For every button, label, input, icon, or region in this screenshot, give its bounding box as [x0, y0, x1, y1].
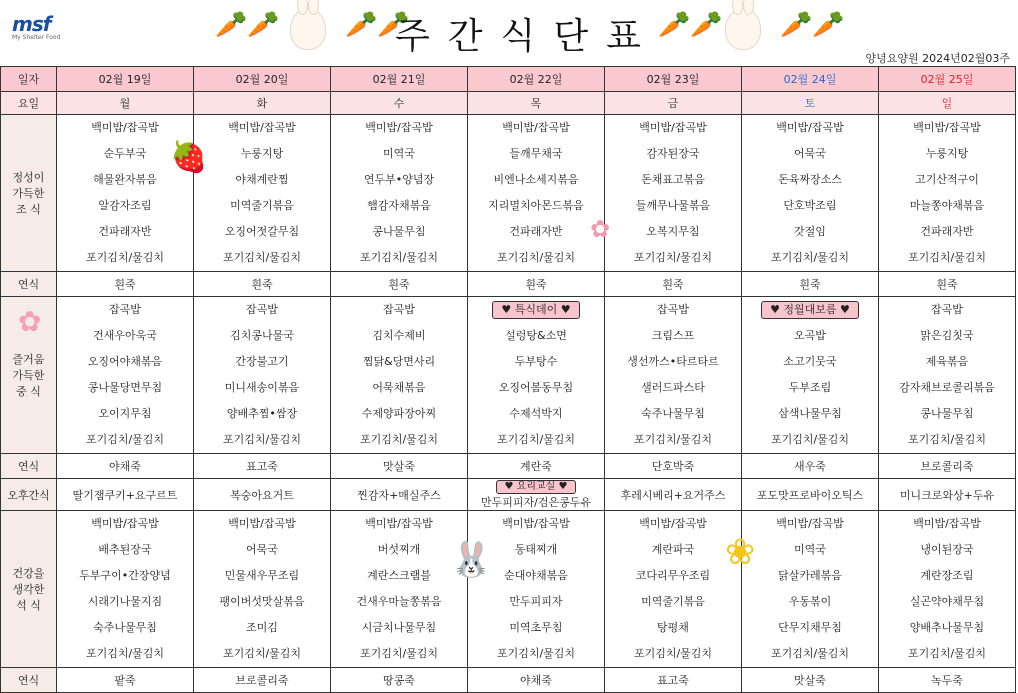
afternoon-snack-text: 만두피피자/검은콩두유 [481, 496, 591, 509]
afternoon-snack-cell [194, 479, 331, 511]
menu-item: 두부탕수 [514, 355, 558, 368]
carrot-icon: 🥕🥕 [215, 10, 280, 40]
menu-item: 실곤약야채무침 [909, 595, 985, 608]
date-cell: 02월 19일 [57, 67, 194, 92]
breakfast-porridge-cell [331, 272, 468, 297]
menu-item: 콩나물무침 [920, 407, 974, 420]
weekday-cell: 금 [605, 92, 742, 115]
menu-item: 포기김치/물김치 [770, 251, 850, 264]
menu-item: 순대야채볶음 [504, 569, 568, 582]
dinner-porridge-cell [57, 668, 194, 693]
menu-item: 계란파국 [651, 543, 695, 556]
menu-item: 오곡밥 [794, 329, 826, 342]
menu-item: 양배추찜•쌈장 [226, 407, 298, 420]
dinner-porridge-cell [468, 668, 605, 693]
page-header [0, 0, 1018, 68]
menu-item: 오징어야채볶음 [87, 355, 163, 368]
menu-item: 미역국 [794, 543, 826, 556]
menu-item: 탕평채 [657, 621, 689, 634]
menu-item: 포기김치/물김치 [496, 251, 576, 264]
breakfast-menu-cell [468, 115, 605, 272]
menu-item: 포기김치/물김치 [633, 647, 713, 660]
menu-item: 오징어젓갈무침 [224, 225, 300, 238]
lunch-menu-cell [194, 297, 331, 454]
carrot-icon: 🥕🥕 [658, 10, 723, 40]
menu-item: 돈채표고볶음 [641, 173, 705, 186]
date-cell: 02월 21일 [331, 67, 468, 92]
dinner-porridge-cell [879, 668, 1016, 693]
afternoon-snack-cell [605, 479, 742, 511]
menu-item: 포기김치/물김치 [496, 433, 576, 446]
menu-item: 백미밥/잡곡밥 [365, 121, 433, 134]
menu-item: 간장불고기 [235, 355, 289, 368]
lunch-porridge-text: 단호박죽 [651, 460, 695, 473]
menu-item: 미역국 [383, 147, 415, 160]
date-label: 일자 [1, 67, 57, 92]
breakfast-menu-cell [879, 115, 1016, 272]
menu-item: 잡곡밥 [109, 303, 141, 316]
menu-item: 포기김치/물김치 [907, 251, 987, 264]
menu-item: 잡곡밥 [383, 303, 415, 316]
menu-item [742, 297, 878, 323]
menu-item: 알감자조림 [98, 199, 152, 212]
lunch-porridge-cell [331, 454, 468, 479]
date-cell: 02월 23일 [605, 67, 742, 92]
menu-item: 소고기뭇국 [783, 355, 837, 368]
afternoon-snack-text: 복숭아요거트 [230, 488, 294, 502]
special-event-badge: ♥ 특식데이 ♥ [492, 301, 579, 319]
menu-item: 버섯찌개 [377, 543, 421, 556]
menu-item: 지리멸치아몬드볶음 [488, 199, 584, 212]
bunny-icon: 🐰 [450, 540, 493, 580]
strawberry-icon: 🍓 [170, 140, 208, 175]
menu-item: 포기김치/물김치 [85, 433, 165, 446]
lunch-porridge-label: 연식 [1, 454, 57, 479]
weekday-cell: 일 [879, 92, 1016, 115]
menu-item [468, 297, 604, 323]
menu-item: 숙주나물무침 [93, 621, 157, 634]
logo-mark: msf [12, 12, 51, 36]
lunch-porridge-text: 야채죽 [109, 460, 141, 473]
menu-item: 포기김치/물김치 [633, 251, 713, 264]
carrot-icon: 🥕🥕 [780, 10, 845, 40]
lunch-porridge-text: 새우죽 [794, 460, 826, 473]
dinner-menu-cell [468, 511, 605, 668]
lunch-menu-cell [468, 297, 605, 454]
menu-item: 동태찌개 [514, 543, 558, 556]
breakfast-label: 정성이 가득한 조 식 [1, 115, 57, 272]
lunch-porridge-text: 브로콜리죽 [920, 460, 974, 473]
dinner-porridge-text: 야채죽 [520, 674, 552, 687]
lunch-label: 즐거움 가득한 중 식 [1, 297, 57, 454]
menu-item: 단무지채무침 [778, 621, 842, 634]
menu-item: 고기산적구이 [915, 173, 979, 186]
menu-item: 백미밥/잡곡밥 [502, 121, 570, 134]
breakfast-porridge-cell [879, 272, 1016, 297]
afternoon-snack-text: 미니크로와상+두유 [899, 488, 995, 502]
lunch-porridge-cell [605, 454, 742, 479]
menu-item: 두부구이•간장양념 [79, 569, 171, 582]
menu-item: 김치콩나물국 [230, 329, 294, 342]
dinner-porridge-text: 녹두죽 [931, 674, 963, 687]
menu-item: 포기김치/물김치 [907, 647, 987, 660]
menu-item: 미역초무침 [509, 621, 563, 634]
menu-item: 샐러드파스타 [641, 381, 705, 394]
menu-item: 백미밥/잡곡밥 [365, 517, 433, 530]
menu-item: 오징어봄동무침 [498, 381, 574, 394]
menu-item: 백미밥/잡곡밥 [776, 517, 844, 530]
breakfast-porridge-text: 흰죽 [388, 278, 410, 291]
cooking-class-badge: ♥ 요리교실 ♥ [496, 480, 577, 494]
menu-item: 코다리무우조림 [635, 569, 711, 582]
menu-item: 오복지무침 [646, 225, 700, 238]
afternoon-snack-cell [742, 479, 879, 511]
menu-item: 어묵국 [246, 543, 278, 556]
dinner-menu-cell [57, 511, 194, 668]
breakfast-porridge-cell [605, 272, 742, 297]
menu-item: 잡곡밥 [657, 303, 689, 316]
menu-item: 건새우아욱국 [93, 329, 157, 342]
menu-item: 만두피피자 [509, 595, 563, 608]
menu-item: 조미김 [246, 621, 278, 634]
afternoon-snack-label: 오후간식 [1, 479, 57, 511]
flower-icon: ✿ [18, 305, 42, 338]
menu-item: 백미밥/잡곡밥 [639, 517, 707, 530]
menu-item: 시래기나물지짐 [87, 595, 163, 608]
afternoon-snack-cell [468, 479, 605, 511]
menu-item: 포기김치/물김치 [222, 647, 302, 660]
menu-item: 오이지무침 [98, 407, 152, 420]
menu-item: 팽이버섯맛살볶음 [219, 595, 305, 608]
date-cell: 02월 25일 [879, 67, 1016, 92]
weekday-label: 요일 [1, 92, 57, 115]
menu-item: 숙주나물무침 [641, 407, 705, 420]
menu-item: 건파래자반 [509, 225, 563, 238]
menu-item: 순두부국 [103, 147, 147, 160]
menu-item: 포기김치/물김치 [770, 433, 850, 446]
menu-item: 들깨무나물볶음 [635, 199, 711, 212]
breakfast-porridge-text: 흰죽 [251, 278, 273, 291]
menu-item: 연두부•양념장 [363, 173, 435, 186]
dinner-menu-cell [194, 511, 331, 668]
breakfast-menu-cell [742, 115, 879, 272]
dinner-porridge-text: 표고죽 [657, 674, 689, 687]
menu-item: 누룽지탕 [925, 147, 969, 160]
dinner-porridge-cell [605, 668, 742, 693]
menu-item: 생선까스•타르타르 [627, 355, 719, 368]
breakfast-menu-cell [194, 115, 331, 272]
menu-item: 계란장조림 [920, 569, 974, 582]
menu-item: 포기김치/물김치 [770, 647, 850, 660]
breakfast-porridge-text: 흰죽 [662, 278, 684, 291]
menu-item: 건새우마늘쫑볶음 [356, 595, 442, 608]
menu-item: 미역줄기볶음 [230, 199, 294, 212]
menu-item: 백미밥/잡곡밥 [913, 517, 981, 530]
lunch-porridge-cell [879, 454, 1016, 479]
menu-item: 백미밥/잡곡밥 [913, 121, 981, 134]
dinner-porridge-text: 팥죽 [114, 674, 136, 687]
dinner-porridge-text: 맛살죽 [794, 674, 826, 687]
menu-item: 포기김치/물김치 [222, 251, 302, 264]
dinner-menu-cell [742, 511, 879, 668]
menu-item: 양배추나물무침 [909, 621, 985, 634]
dinner-porridge-label: 연식 [1, 668, 57, 693]
breakfast-porridge-cell [57, 272, 194, 297]
menu-item: 닭살카레볶음 [778, 569, 842, 582]
menu-item: 미역줄기볶음 [641, 595, 705, 608]
lunch-menu-cell [331, 297, 468, 454]
menu-item: 크림스프 [651, 329, 695, 342]
menu-item: 삼색나물무침 [778, 407, 842, 420]
weekday-cell: 화 [194, 92, 331, 115]
menu-item: 마늘쫑야채볶음 [909, 199, 985, 212]
menu-item: 갓절임 [794, 225, 826, 238]
menu-item: 백미밥/잡곡밥 [502, 517, 570, 530]
breakfast-menu-cell [605, 115, 742, 272]
lunch-menu-cell [57, 297, 194, 454]
breakfast-menu-cell [331, 115, 468, 272]
lunch-menu-cell [605, 297, 742, 454]
menu-item: 돈육짜장소스 [778, 173, 842, 186]
menu-item: 누룽지탕 [240, 147, 284, 160]
menu-item: 우동볶이 [788, 595, 832, 608]
date-cell: 02월 24일 [742, 67, 879, 92]
menu-item: 배추된장국 [98, 543, 152, 556]
menu-item: 찜닭&당면사리 [362, 355, 436, 368]
menu-item: 맑은김칫국 [920, 329, 974, 342]
carrot-icon: 🥕🥕 [345, 10, 410, 40]
menu-item: 계란스크램블 [367, 569, 431, 582]
dinner-porridge-cell [194, 668, 331, 693]
lunch-menu-cell [742, 297, 879, 454]
menu-item: 백미밥/잡곡밥 [91, 517, 159, 530]
menu-item: 포기김치/물김치 [496, 647, 576, 660]
menu-item: 건파래자반 [920, 225, 974, 238]
menu-item: 포기김치/물김치 [359, 647, 439, 660]
menu-item: 포기김치/물김치 [907, 433, 987, 446]
facility-week-label: 양녕요양원 2024년02월03주 [865, 52, 1010, 65]
lunch-porridge-cell [742, 454, 879, 479]
menu-item: 제육볶음 [925, 355, 969, 368]
menu-item: 콩나물무침 [372, 225, 426, 238]
menu-item: 해물완자볶음 [93, 173, 157, 186]
menu-item: 백미밥/잡곡밥 [228, 121, 296, 134]
afternoon-snack-text: 찐감자+매실주스 [357, 488, 441, 502]
logo-subtitle: My Shelter Food [12, 34, 61, 41]
dinner-label: 건강을 생각한 석 식 [1, 511, 57, 668]
breakfast-menu-cell [57, 115, 194, 272]
menu-item: 두부조림 [788, 381, 832, 394]
menu-item: 비엔나소세지볶음 [493, 173, 579, 186]
lunch-porridge-cell [468, 454, 605, 479]
afternoon-snack-text: 포도맛프로바이오틱스 [756, 488, 864, 502]
menu-item: 잡곡밥 [246, 303, 278, 316]
dinner-porridge-cell [331, 668, 468, 693]
afternoon-snack-cell [331, 479, 468, 511]
lunch-porridge-text: 계란죽 [520, 460, 552, 473]
menu-item: 잡곡밥 [931, 303, 963, 316]
menu-item: 들깨무채국 [509, 147, 563, 160]
menu-item: 포기김치/물김치 [359, 433, 439, 446]
breakfast-porridge-cell [194, 272, 331, 297]
menu-item: 시금치나물무침 [361, 621, 437, 634]
bunny-icon [290, 8, 326, 50]
menu-item: 백미밥/잡곡밥 [228, 517, 296, 530]
menu-item: 감자채브로콜리볶음 [899, 381, 995, 394]
menu-item: 설렁탕&소면 [505, 329, 567, 342]
menu-item: 수제석박지 [509, 407, 563, 420]
afternoon-snack-text: 후레시베리+요거주스 [620, 488, 726, 502]
menu-item: 포기김치/물김치 [85, 647, 165, 660]
date-cell: 02월 22일 [468, 67, 605, 92]
afternoon-snack-cell [57, 479, 194, 511]
weekday-cell: 목 [468, 92, 605, 115]
menu-item: 포기김치/물김치 [633, 433, 713, 446]
menu-item: 백미밥/잡곡밥 [639, 121, 707, 134]
lunch-porridge-text: 맛살죽 [383, 460, 415, 473]
dinner-porridge-cell [742, 668, 879, 693]
dinner-porridge-text: 땅콩죽 [383, 674, 415, 687]
lunch-porridge-cell [57, 454, 194, 479]
breakfast-porridge-cell [468, 272, 605, 297]
weekday-cell: 월 [57, 92, 194, 115]
flower-icon: ❀ [725, 532, 756, 573]
afternoon-snack-text: 딸기잼쿠키+요구르트 [72, 488, 178, 502]
menu-item: 포기김치/물김치 [359, 251, 439, 264]
menu-item: 백미밥/잡곡밥 [91, 121, 159, 134]
menu-item: 건파래자반 [98, 225, 152, 238]
dinner-porridge-text: 브로콜리죽 [235, 674, 289, 687]
breakfast-porridge-text: 흰죽 [114, 278, 136, 291]
date-cell: 02월 20일 [194, 67, 331, 92]
menu-item: 냉이된장국 [920, 543, 974, 556]
menu-item: 어묵국 [794, 147, 826, 160]
menu-item: 수제양파장아찌 [361, 407, 437, 420]
weekday-cell: 토 [742, 92, 879, 115]
dinner-menu-cell [605, 511, 742, 668]
logo [12, 12, 72, 52]
breakfast-porridge-cell [742, 272, 879, 297]
breakfast-porridge-text: 흰죽 [525, 278, 547, 291]
menu-item: 햄감자채볶음 [367, 199, 431, 212]
menu-item: 감자된장국 [646, 147, 700, 160]
lunch-menu-cell [879, 297, 1016, 454]
bunny-icon [725, 8, 761, 50]
lunch-porridge-cell [194, 454, 331, 479]
menu-item: 미니새송이볶음 [224, 381, 300, 394]
menu-item: 백미밥/잡곡밥 [776, 121, 844, 134]
flower-icon: ✿ [590, 215, 611, 243]
menu-item: 민물새우무조림 [224, 569, 300, 582]
menu-item: 어묵채볶음 [372, 381, 426, 394]
menu-item: 포기김치/물김치 [222, 433, 302, 446]
breakfast-porridge-text: 흰죽 [936, 278, 958, 291]
menu-item: 야채계란찜 [235, 173, 289, 186]
dinner-menu-cell [331, 511, 468, 668]
special-event-badge: ♥ 정월대보름 ♥ [761, 301, 859, 319]
weekly-menu-table [0, 66, 1016, 693]
afternoon-snack-cell [879, 479, 1016, 511]
dinner-menu-cell [879, 511, 1016, 668]
menu-item: 포기김치/물김치 [85, 251, 165, 264]
breakfast-porridge-text: 흰죽 [799, 278, 821, 291]
breakfast-porridge-label: 연식 [1, 272, 57, 297]
menu-item: 콩나물당면무침 [87, 381, 163, 394]
menu-item: 김치수제비 [372, 329, 426, 342]
lunch-porridge-text: 표고죽 [246, 460, 278, 473]
menu-item: 단호박조림 [783, 199, 837, 212]
weekday-cell: 수 [331, 92, 468, 115]
page-title: 주간식단표 [395, 16, 659, 57]
